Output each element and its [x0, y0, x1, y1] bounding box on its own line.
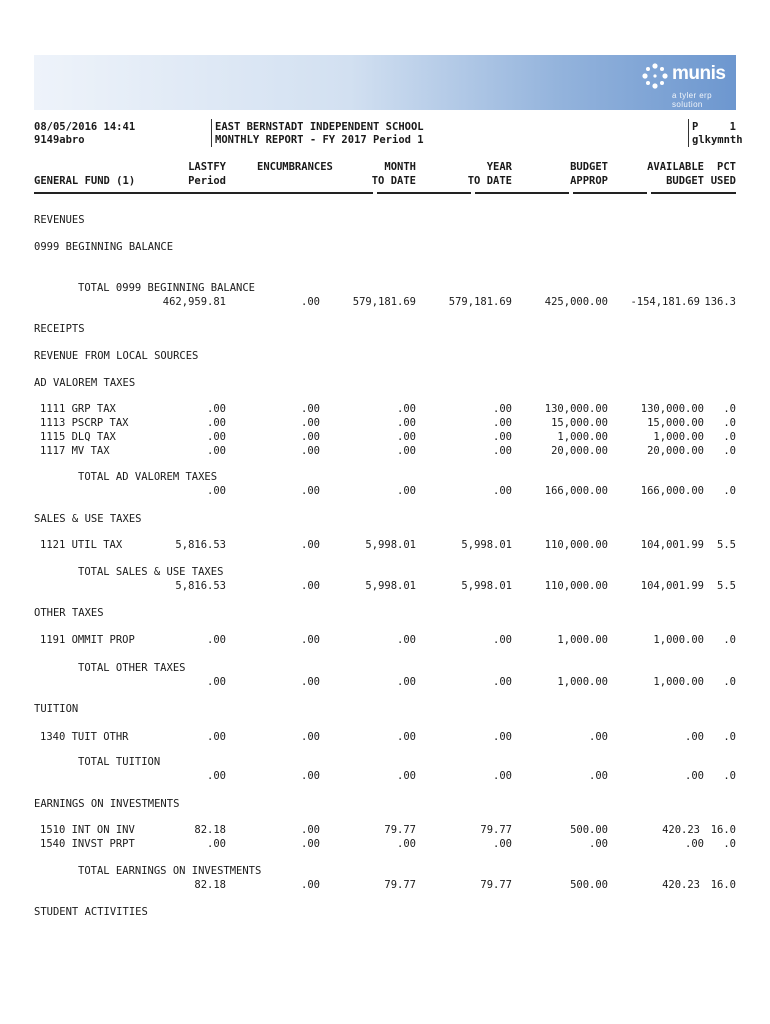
total-label: TOTAL OTHER TAXES: [78, 662, 186, 674]
cell-avail: 104,001.99: [640, 539, 704, 551]
col-year-1: YEAR: [486, 161, 512, 173]
col-pct-2: USED: [710, 175, 736, 187]
header-rule: [475, 192, 569, 194]
account-label: 1115 DLQ TAX: [40, 431, 116, 443]
cell-mtd: .00: [397, 770, 416, 782]
cell-ytd: .00: [493, 485, 512, 497]
section-heading: SALES & USE TAXES: [34, 513, 142, 525]
header-rule: [573, 192, 647, 194]
cell-pct: .0: [723, 445, 736, 457]
section-heading: RECEIPTS: [34, 323, 85, 335]
col-pct-1: PCT: [717, 161, 736, 173]
col-budget-2: APPROP: [570, 175, 608, 187]
header-rule: [651, 192, 736, 194]
cell-enc: .00: [301, 634, 320, 646]
cell-pct: .0: [723, 485, 736, 497]
cell-lastfy: .00: [207, 634, 226, 646]
cell-ytd: 79.77: [480, 824, 512, 836]
cell-avail: 1,000.00: [653, 634, 704, 646]
cell-ytd: 5,998.01: [461, 580, 512, 592]
cell-pct: .0: [723, 731, 736, 743]
program-name: glkymnth: [692, 134, 743, 146]
cell-pct: 5.5: [717, 580, 736, 592]
fund-title: GENERAL FUND (1): [34, 175, 136, 187]
cell-avail: .00: [685, 731, 704, 743]
cell-lastfy: 82.18: [194, 824, 226, 836]
section-heading: REVENUE FROM LOCAL SOURCES: [34, 350, 199, 362]
cell-budget: 500.00: [570, 824, 608, 836]
divider: [688, 119, 689, 147]
cell-pct: .0: [723, 676, 736, 688]
total-label: TOTAL 0999 BEGINNING BALANCE: [78, 282, 256, 294]
cell-enc: .00: [301, 838, 320, 850]
cell-enc: .00: [301, 445, 320, 457]
cell-mtd: .00: [397, 431, 416, 443]
cell-lastfy: 82.18: [194, 879, 226, 891]
cell-ytd: .00: [493, 731, 512, 743]
account-label: 1111 GRP TAX: [40, 403, 116, 415]
section-heading: EARNINGS ON INVESTMENTS: [34, 798, 180, 810]
section-heading: 0999 BEGINNING BALANCE: [34, 241, 174, 253]
logo-wordmark: munis: [672, 63, 726, 84]
cell-enc: .00: [301, 676, 320, 688]
cell-avail: 104,001.99: [640, 580, 704, 592]
cell-avail: 20,000.00: [647, 445, 704, 457]
cell-budget: 1,000.00: [557, 634, 608, 646]
logo-flower-icon: [640, 61, 670, 91]
col-encumbrances: ENCUMBRANCES: [257, 161, 333, 173]
cell-budget: .00: [589, 770, 608, 782]
section-heading: AD VALOREM TAXES: [34, 377, 136, 389]
section-heading: STUDENT ACTIVITIES: [34, 906, 148, 918]
cell-pct: 16.0: [710, 879, 736, 891]
cell-ytd: 79.77: [480, 879, 512, 891]
cell-mtd: .00: [397, 634, 416, 646]
cell-budget: 1,000.00: [557, 431, 608, 443]
cell-budget: 20,000.00: [551, 445, 608, 457]
cell-pct: 16.0: [710, 824, 736, 836]
cell-avail: .00: [685, 838, 704, 850]
cell-mtd: .00: [397, 676, 416, 688]
cell-mtd: 79.77: [384, 879, 416, 891]
divider: [211, 119, 212, 147]
cell-enc: .00: [301, 580, 320, 592]
cell-enc: .00: [301, 539, 320, 551]
cell-ytd: .00: [493, 417, 512, 429]
cell-avail: 420.23: [662, 879, 700, 891]
cell-enc: .00: [301, 296, 320, 308]
col-budget-1: BUDGET: [570, 161, 608, 173]
cell-avail: 15,000.00: [647, 417, 704, 429]
col-year-2: TO DATE: [467, 175, 512, 187]
cell-lastfy: .00: [207, 770, 226, 782]
col-available-1: AVAILABLE: [647, 161, 704, 173]
cell-mtd: .00: [397, 838, 416, 850]
cell-mtd: 5,998.01: [365, 580, 416, 592]
cell-pct: .0: [723, 634, 736, 646]
cell-enc: .00: [301, 417, 320, 429]
cell-budget: 130,000.00: [544, 403, 608, 415]
cell-lastfy: .00: [207, 403, 226, 415]
cell-pct: .0: [723, 417, 736, 429]
cell-lastfy: 462,959.81: [162, 296, 226, 308]
cell-lastfy: .00: [207, 445, 226, 457]
cell-budget: 500.00: [570, 879, 608, 891]
cell-ytd: .00: [493, 403, 512, 415]
cell-mtd: 79.77: [384, 824, 416, 836]
cell-avail: .00: [685, 770, 704, 782]
cell-enc: .00: [301, 770, 320, 782]
cell-enc: .00: [301, 731, 320, 743]
cell-lastfy: .00: [207, 731, 226, 743]
cell-budget: 110,000.00: [544, 539, 608, 551]
cell-ytd: .00: [493, 634, 512, 646]
report-title: MONTHLY REPORT - FY 2017 Period 1: [215, 134, 424, 146]
cell-pct: 136.3: [704, 296, 736, 308]
cell-ytd: 5,998.01: [461, 539, 512, 551]
section-heading: TUITION: [34, 703, 79, 715]
cell-lastfy: .00: [207, 676, 226, 688]
col-month-1: MONTH: [384, 161, 416, 173]
col-lastfy-2: Period: [188, 175, 226, 187]
account-label: 1540 INVST PRPT: [40, 838, 135, 850]
cell-lastfy: .00: [207, 838, 226, 850]
cell-enc: .00: [301, 879, 320, 891]
page-label: P: [692, 121, 699, 133]
cell-lastfy: .00: [207, 417, 226, 429]
report-user: 9149abro: [34, 134, 85, 146]
cell-mtd: .00: [397, 403, 416, 415]
cell-pct: .0: [723, 403, 736, 415]
cell-avail: 1,000.00: [653, 676, 704, 688]
cell-avail: -154,181.69: [630, 296, 700, 308]
account-label: 1340 TUIT OTHR: [40, 731, 129, 743]
cell-budget: .00: [589, 731, 608, 743]
cell-ytd: 579,181.69: [448, 296, 512, 308]
cell-enc: .00: [301, 485, 320, 497]
cell-pct: .0: [723, 770, 736, 782]
header-rule: [34, 192, 373, 194]
cell-ytd: .00: [493, 770, 512, 782]
total-label: TOTAL TUITION: [78, 756, 161, 768]
cell-enc: .00: [301, 824, 320, 836]
col-lastfy-1: LASTFY: [188, 161, 226, 173]
account-label: 1510 INT ON INV: [40, 824, 135, 836]
cell-avail: 420.23: [662, 824, 700, 836]
cell-budget: 425,000.00: [544, 296, 608, 308]
section-heading: REVENUES: [34, 214, 85, 226]
cell-mtd: .00: [397, 731, 416, 743]
cell-pct: .0: [723, 431, 736, 443]
account-label: 1191 OMMIT PROP: [40, 634, 135, 646]
cell-pct: .0: [723, 838, 736, 850]
cell-pct: 5.5: [717, 539, 736, 551]
total-label: TOTAL AD VALOREM TAXES: [78, 471, 218, 483]
cell-budget: 1,000.00: [557, 676, 608, 688]
total-label: TOTAL SALES & USE TAXES: [78, 566, 224, 578]
cell-ytd: .00: [493, 676, 512, 688]
cell-avail: 130,000.00: [640, 403, 704, 415]
cell-ytd: .00: [493, 431, 512, 443]
cell-avail: 1,000.00: [653, 431, 704, 443]
cell-budget: 166,000.00: [544, 485, 608, 497]
cell-budget: 15,000.00: [551, 417, 608, 429]
cell-mtd: .00: [397, 445, 416, 457]
cell-enc: .00: [301, 431, 320, 443]
cell-mtd: 5,998.01: [365, 539, 416, 551]
cell-lastfy: 5,816.53: [175, 539, 226, 551]
cell-mtd: .00: [397, 485, 416, 497]
cell-enc: .00: [301, 403, 320, 415]
col-available-2: BUDGET: [666, 175, 704, 187]
logo-tagline: a tyler erp solution: [672, 91, 712, 109]
total-label: TOTAL EARNINGS ON INVESTMENTS: [78, 865, 262, 877]
cell-lastfy: .00: [207, 431, 226, 443]
section-heading: OTHER TAXES: [34, 607, 104, 619]
cell-ytd: .00: [493, 838, 512, 850]
cell-avail: 166,000.00: [640, 485, 704, 497]
org-name: EAST BERNSTADT INDEPENDENT SCHOOL: [215, 121, 424, 133]
header-banner: [34, 55, 736, 110]
account-label: 1113 PSCRP TAX: [40, 417, 129, 429]
cell-lastfy: 5,816.53: [175, 580, 226, 592]
cell-ytd: .00: [493, 445, 512, 457]
cell-budget: 110,000.00: [544, 580, 608, 592]
col-month-2: TO DATE: [371, 175, 416, 187]
header-rule: [377, 192, 471, 194]
cell-lastfy: .00: [207, 485, 226, 497]
munis-logo: [640, 61, 730, 109]
report-datetime: 08/05/2016 14:41: [34, 121, 136, 133]
page-number: 1: [729, 121, 736, 133]
account-label: 1117 MV TAX: [40, 445, 110, 457]
account-label: 1121 UTIL TAX: [40, 539, 123, 551]
cell-mtd: .00: [397, 417, 416, 429]
cell-budget: .00: [589, 838, 608, 850]
cell-mtd: 579,181.69: [352, 296, 416, 308]
